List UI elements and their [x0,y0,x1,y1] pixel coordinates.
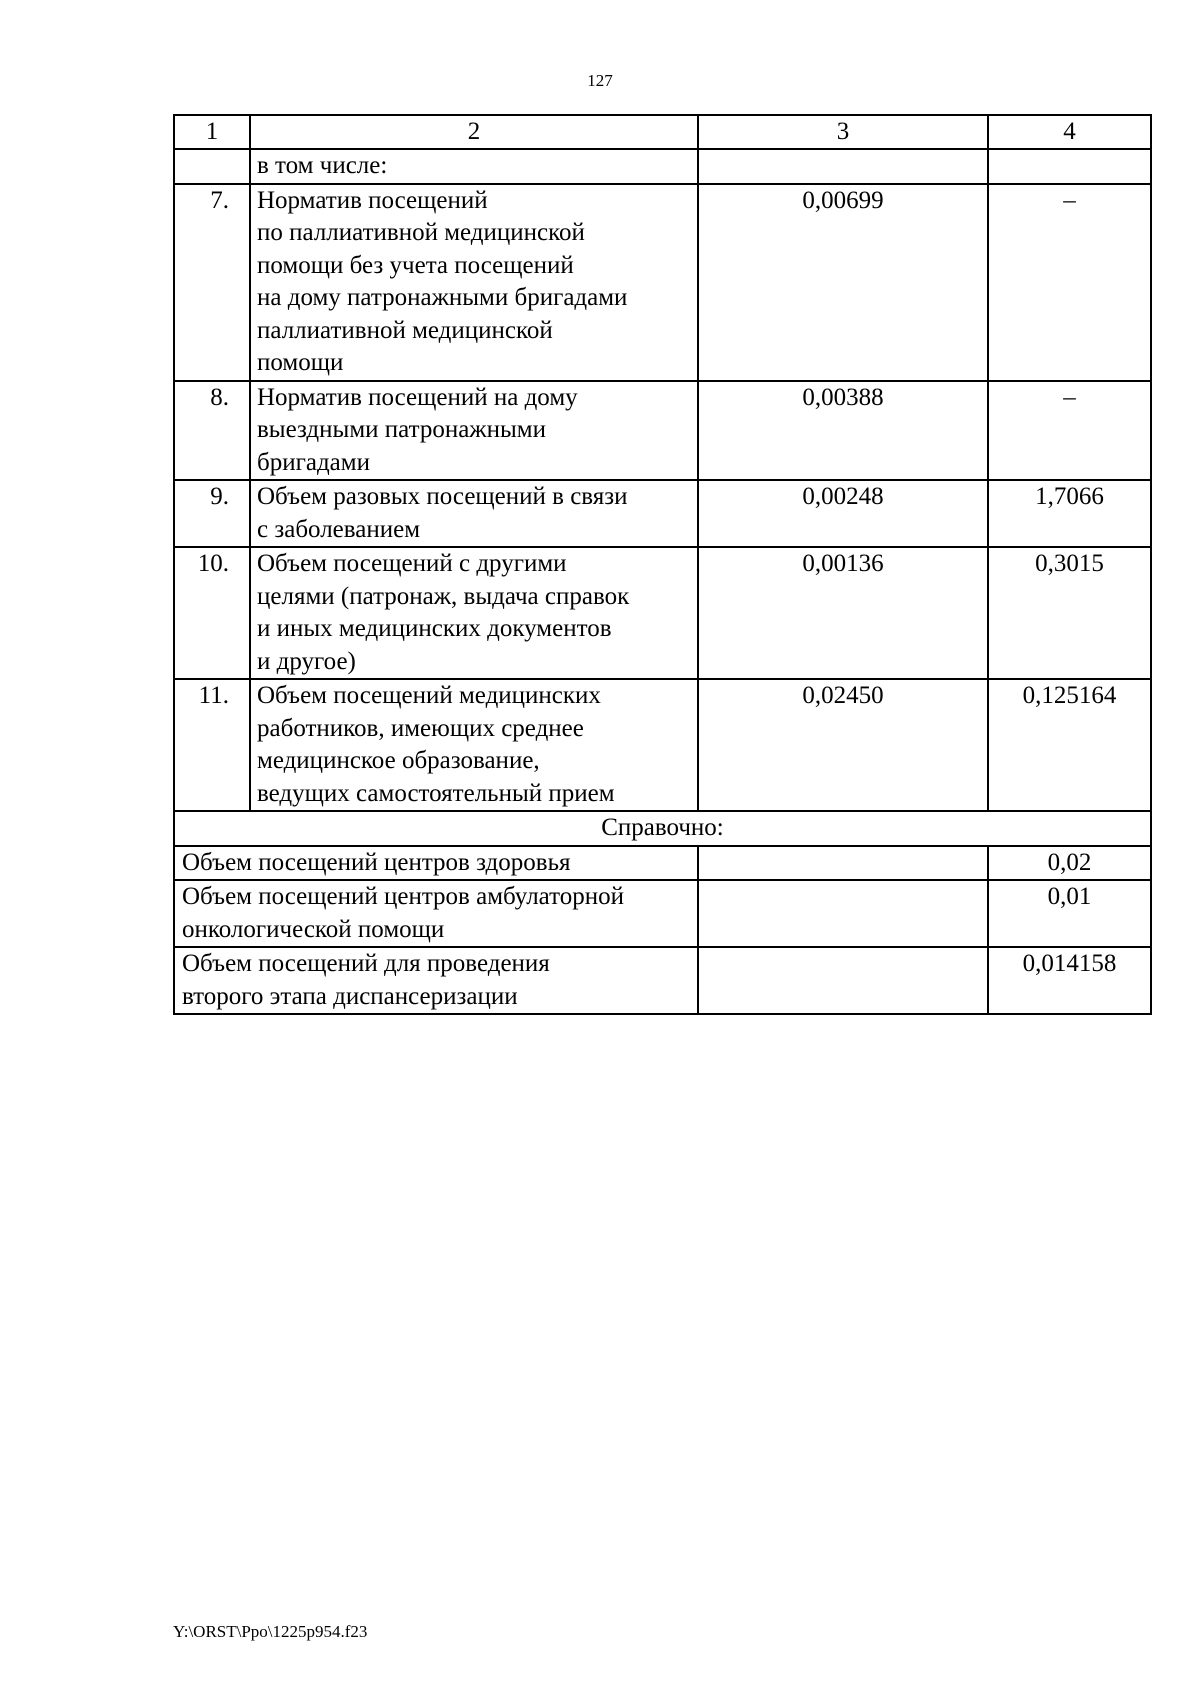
reference-row [174,846,1151,881]
norms-table [173,114,1152,1015]
footer-file-path: Y:\ORST\Ppo\1225p954.f23 [173,1622,368,1641]
reference-name: Объем посещений центров здоровья [174,846,698,881]
reference-name: Объем посещений центров амбулаторной онкологической помощи [174,880,698,947]
row-value-col3: 0,00388 [698,381,988,481]
reference-row [174,947,1151,1014]
column-number-row [174,115,1151,149]
column-number: 2 [250,115,698,149]
reference-name: Объем посещений для проведения второго этапа диспансеризации [174,947,698,1014]
empty-cell [174,149,250,184]
reference-value-col4: 0,014158 [988,947,1151,1014]
row-name: Объем посещений с другими целями (патронаж, выдача справок и иных медицинских документов и другое) [250,547,698,679]
column-number: 3 [698,115,988,149]
row-value-col3: 0,02450 [698,679,988,811]
row-value-col4: – [988,184,1151,381]
reference-value-col4: 0,01 [988,880,1151,947]
row-number: 8. [174,381,250,481]
row-number: 7. [174,184,250,381]
column-number: 1 [174,115,250,149]
row-value-col4: 1,7066 [988,480,1151,547]
empty-cell [988,149,1151,184]
reference-row [174,880,1151,947]
row-value-col3: 0,00248 [698,480,988,547]
reference-heading: Справочно: [174,811,1151,846]
row-value-col4: 0,3015 [988,547,1151,679]
table-row [174,381,1151,481]
subheader-row [174,149,1151,184]
row-name: Норматив посещений на дому выездными патронажными бригадами [250,381,698,481]
reference-value-col3 [698,947,988,1014]
reference-heading-row [174,811,1151,846]
page-number: 127 [587,71,613,90]
row-name: Объем разовых посещений в связи с заболеванием [250,480,698,547]
subheader-text: в том числе: [250,149,698,184]
row-number: 11. [174,679,250,811]
row-value-col3: 0,00136 [698,547,988,679]
table-row [174,679,1151,811]
row-value-col4: – [988,381,1151,481]
row-number: 9. [174,480,250,547]
table-row [174,184,1151,381]
row-value-col4: 0,125164 [988,679,1151,811]
reference-value-col3 [698,880,988,947]
reference-value-col3 [698,846,988,881]
row-value-col3: 0,00699 [698,184,988,381]
column-number: 4 [988,115,1151,149]
reference-value-col4: 0,02 [988,846,1151,881]
row-number: 10. [174,547,250,679]
empty-cell [698,149,988,184]
table-row [174,480,1151,547]
table-row [174,547,1151,679]
row-name: Норматив посещений по паллиативной медицинской помощи без учета посещений на дому патронажными бригадами паллиативной медицинской помощи [250,184,698,381]
row-name: Объем посещений медицинских работников, имеющих среднее медицинское образование, ведущих самостоятельный прием [250,679,698,811]
